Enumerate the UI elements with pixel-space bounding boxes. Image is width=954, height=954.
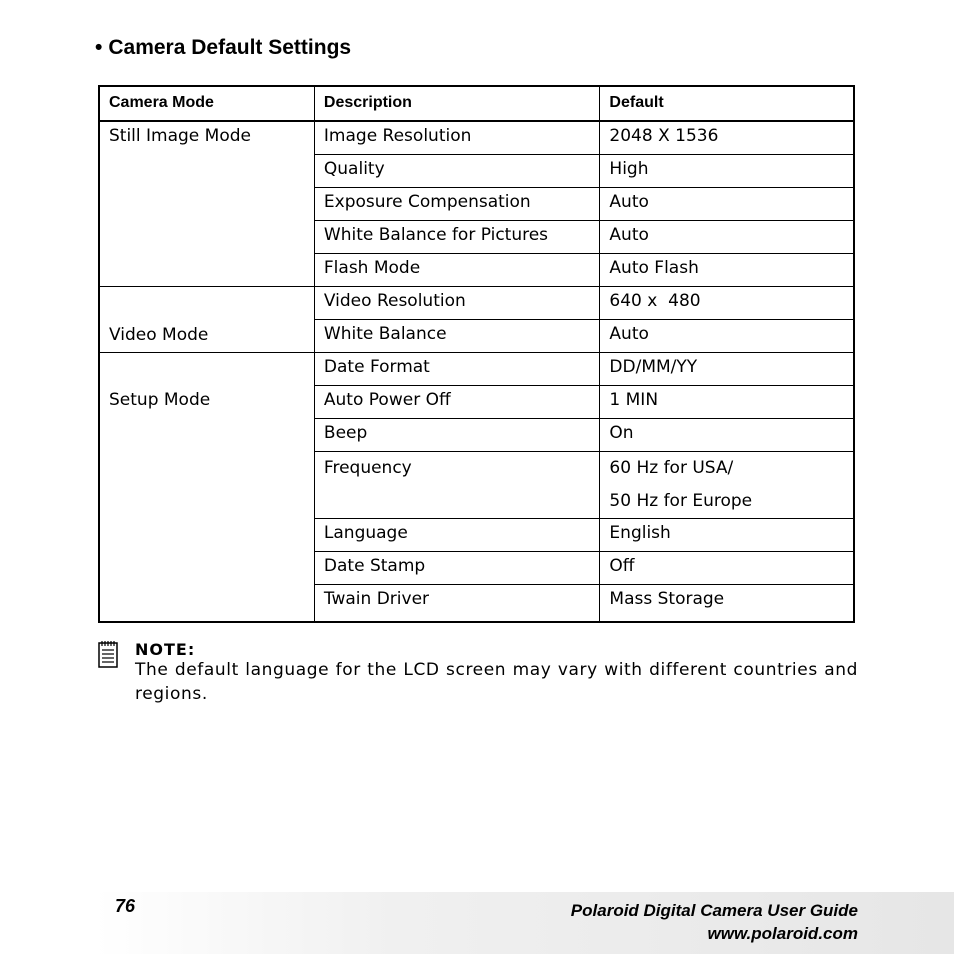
table-row [99, 287, 854, 320]
default-cell [600, 452, 854, 519]
page-number: 76 [115, 896, 136, 916]
table-row [99, 121, 854, 155]
mode-label: Video Mode [109, 325, 209, 345]
description-cell: Video Resolution [314, 287, 600, 320]
description-cell: White Balance [314, 320, 600, 353]
section-title [95, 36, 351, 60]
guide-title: Polaroid Digital Camera User Guide [570, 901, 858, 920]
default-cell: 2048 X 1536 [600, 121, 854, 155]
default-cell: Auto [600, 188, 854, 221]
default-cell: Auto [600, 320, 854, 353]
note-text: The default language for the LCD screen may vary with different countries and regions. [135, 660, 858, 704]
description-cell: Date Format [314, 353, 600, 386]
header-camera-mode: Camera Mode [99, 86, 314, 121]
default-cell: Mass Storage [600, 585, 854, 623]
description-cell: Beep [314, 419, 600, 452]
mode-cell [99, 353, 314, 623]
description-cell: Flash Mode [314, 254, 600, 287]
default-cell: English [600, 519, 854, 552]
default-cell: High [600, 155, 854, 188]
description-cell: White Balance for Pictures [314, 221, 600, 254]
website-link: www.polaroid.com [707, 924, 858, 943]
description-cell: Auto Power Off [314, 386, 600, 419]
section-title-text: Camera Default Settings [108, 36, 352, 59]
description-cell: Exposure Compensation [314, 188, 600, 221]
default-cell: Auto Flash [600, 254, 854, 287]
table-row [99, 353, 854, 386]
footer-title [571, 899, 858, 945]
description-cell: Image Resolution [314, 121, 600, 155]
description-cell: Date Stamp [314, 552, 600, 585]
header-description: Description [314, 86, 600, 121]
note-label: NOTE: [135, 640, 196, 659]
default-line: 50 Hz for Europe [609, 491, 753, 511]
mode-label: Setup Mode [109, 390, 211, 410]
description-cell: Quality [314, 155, 600, 188]
default-cell: Off [600, 552, 854, 585]
description-cell: Language [314, 519, 600, 552]
default-cell: Auto [600, 221, 854, 254]
description-cell: Frequency [314, 452, 600, 519]
description-cell: Twain Driver [314, 585, 600, 623]
default-cell: 1 MIN [600, 386, 854, 419]
default-cell: DD/MM/YY [600, 353, 854, 386]
camera-default-settings-table [98, 85, 855, 623]
default-line: 60 Hz for USA/ [609, 458, 734, 478]
header-default: Default [600, 86, 854, 121]
mode-cell [99, 287, 314, 353]
notepad-icon [98, 640, 118, 668]
table-header-row [99, 86, 854, 121]
mode-cell: Still Image Mode [99, 121, 314, 287]
default-cell: 640 x 480 [600, 287, 854, 320]
bullet: • [95, 36, 103, 59]
default-cell: On [600, 419, 854, 452]
